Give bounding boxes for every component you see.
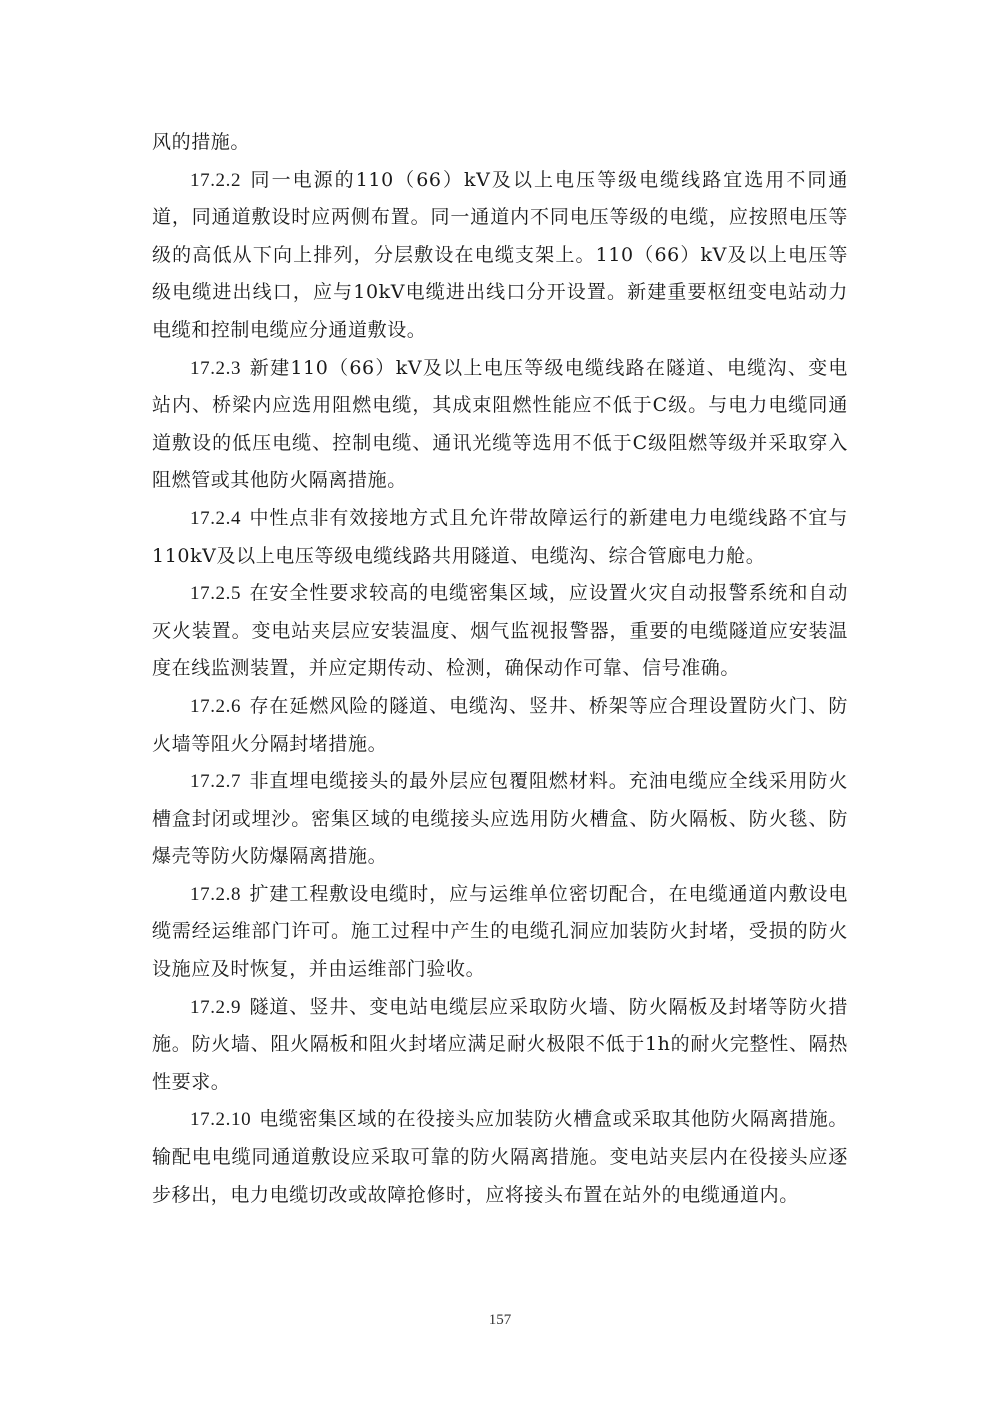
- clause-17-2-10: [152, 1101, 848, 1214]
- clause-17-2-8: [152, 876, 848, 989]
- clause-text: 中性点非有效接地方式且允许带故障运行的新建电力电缆线路不宜与110kV及以上电压等级电缆线路共用隧道、电缆沟、综合管廊电力舱。: [152, 506, 848, 567]
- clause-17-2-4: [152, 500, 848, 575]
- continuation-paragraph: 风的措施。: [152, 131, 251, 153]
- page-number: 157: [488, 1312, 512, 1328]
- clause-17-2-3: [152, 350, 848, 500]
- clause-text: 存在延燃风险的隧道、电缆沟、竖井、桥架等应合理设置防火门、防火墙等阻火分隔封堵措施。: [152, 694, 848, 755]
- clause-text: 新建110（66）kV及以上电压等级电缆线路在隧道、电缆沟、变电站内、桥梁内应选用阻燃电缆，其成束阻燃性能应不低于C级。与电力电缆同通道敷设的低压电缆、控制电缆、通讯光缆等选用不低于C级阻燃等级并采取穿入阻燃管或其他防火隔离措施。: [152, 356, 848, 492]
- clause-17-2-5: [152, 575, 848, 688]
- clause-number: 17.2.10: [190, 1109, 252, 1131]
- clause-number: 17.2.9: [190, 996, 242, 1018]
- clause-number: 17.2.8: [190, 883, 242, 905]
- clause-text: 扩建工程敷设电缆时，应与运维单位密切配合，在电缆通道内敷设电缆需经运维部门许可。施工过程中产生的电缆孔洞应加装防火封堵，受损的防火设施应及时恢复，并由运维部门验收。: [152, 882, 848, 981]
- clause-number: 17.2.6: [190, 695, 242, 717]
- clause-17-2-9: [152, 989, 848, 1102]
- clause-number: 17.2.7: [190, 771, 242, 793]
- clause-text: 非直埋电缆接头的最外层应包覆阻燃材料。充油电缆应全线采用防火槽盒封闭或埋沙。密集区域的电缆接头应选用防火槽盒、防火隔板、防火毯、防爆壳等防火防爆隔离措施。: [152, 770, 848, 868]
- clause-text: 同一电源的110（66）kV及以上电压等级电缆线路宜选用不同通道，同通道敷设时应两侧布置。同一通道内不同电压等级的电缆，应按照电压等级的高低从下向上排列，分层敷设在电缆支架上。110（66）kV及以上电压等级电缆进出线口，应与10kV电缆进出线口分开设置。新建重要枢纽变电站动力电缆和控制电缆应分通道敷设。: [152, 168, 848, 341]
- clause-text: 隧道、竖井、变电站电缆层应采取防火墙、防火隔板及封堵等防火措施。防火墙、阻火隔板和阻火封堵应满足耐火极限不低于1h的耐火完整性、隔热性要求。: [152, 995, 848, 1093]
- clause-17-2-6: [152, 688, 848, 763]
- clause-number: 17.2.3: [190, 357, 242, 379]
- clause-text: 电缆密集区域的在役接头应加装防火槽盒或采取其他防火隔离措施。输配电电缆同通道敷设应采取可靠的防火隔离措施。变电站夹层内在役接头应逐步移出，电力电缆切改或故障抢修时，应将接头布置在站外的电缆通道内。: [152, 1108, 848, 1206]
- body-text: [152, 124, 848, 1214]
- clause-17-2-2: [152, 162, 848, 350]
- clause-number: 17.2.5: [190, 583, 242, 605]
- clause-number: 17.2.4: [190, 507, 242, 529]
- clause-number: 17.2.2: [190, 169, 242, 191]
- clause-17-2-7: [152, 763, 848, 876]
- clause-text: 在安全性要求较高的电缆密集区域，应设置火灾自动报警系统和自动灭火装置。变电站夹层应安装温度、烟气监视报警器，重要的电缆隧道应安装温度在线监测装置，并应定期传动、检测，确保动作可靠、信号准确。: [152, 582, 848, 680]
